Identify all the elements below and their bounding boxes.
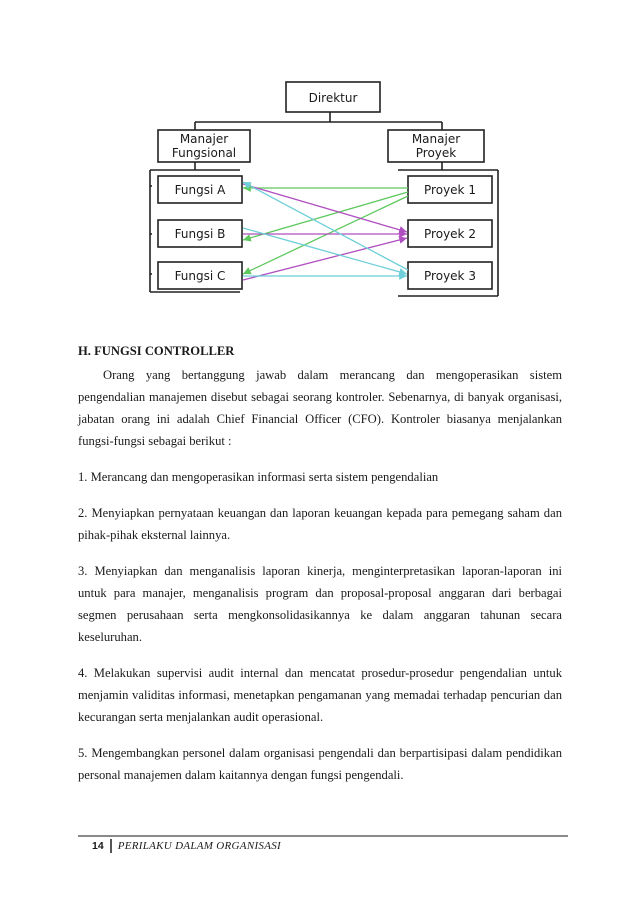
list-item-4: 4. Melakukan supervisi audit internal dan mencatat prosedur-prosedur pengendalian untuk menjamin validitas informasi, menetapkan pengamanan yang memadai terhadap pencurian dan kecurangan serta menjalankan audit operasional. bbox=[78, 666, 562, 724]
project-3-label: Proyek 3 bbox=[424, 269, 476, 283]
list-item-5: 5. Mengembangkan personel dalam organisasi pengendali dan berpartisipasi dalam pendidikan personal manajemen dalam kaitannya dengan fungsi pengendali. bbox=[78, 746, 562, 782]
intro-paragraph: Orang yang bertanggung jawab dalam merancang dan mengoperasikan sistem pengendalian manajemen disebut sebagai seorang kontroler. Sebenarnya, di banyak organisasi, jabatan orang ini adalah Chief Financial Officer (CFO). Kontroler biasanya menjalankan fungsi-fungsi sebagai berikut : bbox=[78, 368, 562, 448]
footer-divider bbox=[78, 835, 568, 837]
running-title: PERILAKU DALAM ORGANISASI bbox=[117, 840, 281, 852]
page-footer bbox=[92, 839, 281, 853]
section-heading: H. FUNGSI CONTROLLER bbox=[78, 344, 235, 358]
director-label: Direktur bbox=[308, 91, 358, 105]
function-c-label: Fungsi C bbox=[174, 269, 226, 283]
function-b-label: Fungsi B bbox=[174, 227, 226, 241]
footer-separator bbox=[110, 839, 112, 853]
list-item-3: 3. Menyiapkan dan menganalisis laporan kinerja, menginterpretasikan laporan-laporan ini untuk para manajer, menganalisis program dan proposal-proposal anggaran dari berbagai segmen perusahaan serta mengkonsolidasikannya ke dalam anggaran tahunan secara keseluruhan. bbox=[78, 564, 562, 644]
manager-functional-label-2: Fungsional bbox=[171, 146, 237, 160]
list-item-2: 2. Menyiapkan pernyataan keuangan dan laporan keuangan kepada para pemegang saham dan pihak-pihak eksternal lainnya. bbox=[78, 506, 562, 542]
manager-project-label-1: Manajer bbox=[411, 132, 461, 146]
manager-project-label-2: Proyek bbox=[415, 146, 457, 160]
manager-functional-label-1: Manajer bbox=[179, 132, 229, 146]
arrow-fc-p2 bbox=[243, 238, 407, 280]
section-body bbox=[78, 340, 562, 786]
function-a-label: Fungsi A bbox=[174, 183, 226, 197]
project-1-label: Proyek 1 bbox=[424, 183, 476, 197]
list-item-1: 1. Merancang dan mengoperasikan informasi serta sistem pengendalian bbox=[78, 470, 439, 484]
org-matrix-diagram bbox=[140, 74, 512, 306]
project-2-label: Proyek 2 bbox=[424, 227, 476, 241]
arrow-p3-fa bbox=[243, 182, 408, 270]
page-number: 14 bbox=[92, 840, 104, 852]
arrow-p1-fb bbox=[243, 192, 408, 240]
